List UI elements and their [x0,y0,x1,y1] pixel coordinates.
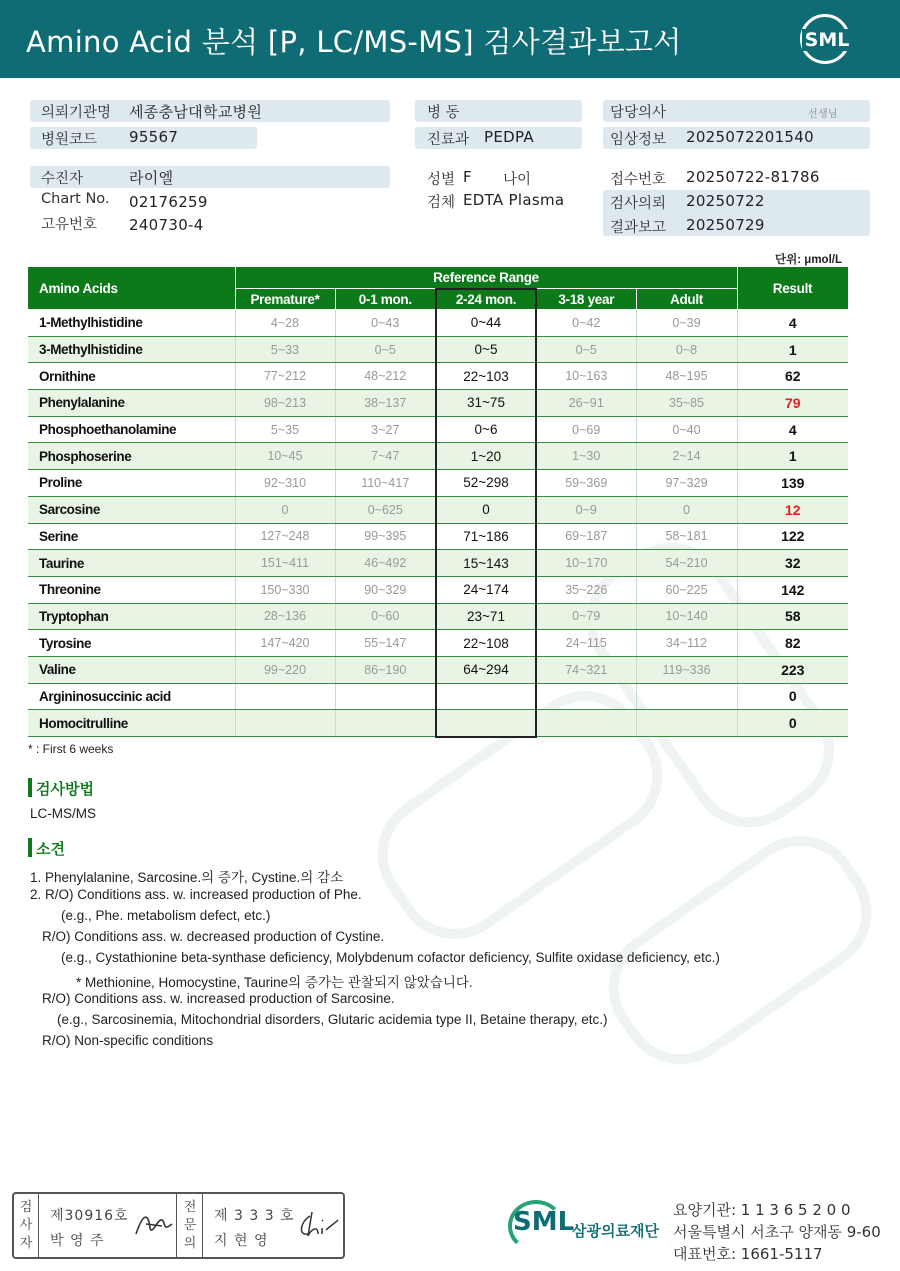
amino-acid-name: Proline [28,470,235,497]
reference-range-cell: 2~14 [636,443,737,470]
hospital-code-label: 병원코드 [41,132,98,148]
reference-range-cell [436,683,536,710]
col-header-result: Result [737,267,848,310]
specialist-label-2: 문 [183,1218,197,1233]
amino-acid-name: Argininosuccinic acid [28,683,235,710]
reference-range-cell: 35~85 [636,390,737,417]
table-row [28,310,848,337]
chart-label: Chart No. [41,191,110,207]
ward-label: 병 동 [427,105,460,121]
doctor-label: 담당의사 [610,105,667,121]
reference-range-cell: 54~210 [636,550,737,577]
table-footnote: * : First 6 weeks [28,742,114,756]
result-cell: 1 [737,336,848,363]
reference-range-cell: 22~103 [436,363,536,390]
table-row [28,603,848,630]
reference-range-cell: 0~8 [636,336,737,363]
reference-range-cell: 60~225 [636,576,737,603]
divider [176,1194,177,1257]
foundation-name: 삼광의료재단 [572,1222,659,1240]
result-cell: 122 [737,523,848,550]
col-header-ref: 3-18 year [536,289,636,310]
sex-value: F [463,168,472,186]
finding-line: R/O) Non-specific conditions [42,1033,214,1048]
reference-range-cell [235,683,335,710]
reference-range-cell: 0~79 [536,603,636,630]
reference-range-cell: 22~108 [436,630,536,657]
reference-range-cell [536,710,636,737]
reference-range-cell: 0~60 [335,603,436,630]
institution-label: 의뢰기관명 [41,105,112,121]
reference-range-cell: 28~136 [235,603,335,630]
reference-range-cell: 86~190 [335,656,436,683]
table-row [28,470,848,497]
sex-label: 성별 [427,172,456,188]
reference-range-cell [436,710,536,737]
reference-range-cell [636,710,737,737]
reference-range-cell: 7~47 [335,443,436,470]
amino-acid-table [28,266,849,738]
col-header-ref: Adult [636,289,737,310]
inspector-label-2: 사 [19,1218,33,1233]
institution-value: 세종충남대학교병원 [129,103,263,121]
unit-label: 단위: μmol/L [775,254,842,266]
reference-range-cell: 69~187 [536,523,636,550]
chart-value: 02176259 [129,193,208,211]
reference-range-cell: 24~174 [436,576,536,603]
reference-range-cell: 4~28 [235,310,335,337]
reference-range-cell: 99~395 [335,523,436,550]
specialist-label-3: 의 [183,1236,197,1251]
clinical-label: 임상정보 [610,132,667,148]
reference-range-cell: 0~44 [436,310,536,337]
reference-range-cell: 52~298 [436,470,536,497]
amino-acid-name: Taurine [28,550,235,577]
finding-line: (e.g., Sarcosinemia, Mitochondrial disorders, Glutaric acidemia type II, Betaine therapy, etc.) [57,1012,608,1027]
finding-line: (e.g., Cystathionine beta-synthase deficiency, Molybdenum cofactor deficiency, Sulfite oxidase deficiency, etc.) [61,950,720,965]
report-date-value: 20250729 [686,216,765,234]
reference-range-cell [235,710,335,737]
reference-range-cell: 46~492 [335,550,436,577]
amino-acid-name: Phosphoserine [28,443,235,470]
uid-value: 240730-4 [129,216,204,234]
inspector-label-3: 자 [19,1236,33,1251]
reference-range-cell: 64~294 [436,656,536,683]
amino-acid-name: Homocitrulline [28,710,235,737]
report-header [0,0,900,78]
amino-acid-name: Sarcosine [28,496,235,523]
reference-range-cell: 5~35 [235,416,335,443]
section-bar [28,778,32,797]
amino-acid-name: Serine [28,523,235,550]
reference-range-cell: 97~329 [636,470,737,497]
table-row [28,550,848,577]
findings-title: 소견 [36,840,65,858]
finding-line: 2. R/O) Conditions ass. w. increased production of Phe. [30,887,362,902]
reference-range-cell: 127~248 [235,523,335,550]
reference-range-cell: 0~5 [335,336,436,363]
dept-value: PEDPA [484,128,534,146]
result-cell: 79 [737,390,848,417]
reference-range-cell: 55~147 [335,630,436,657]
result-cell: 62 [737,363,848,390]
amino-acid-name: 3-Methylhistidine [28,336,235,363]
table-row [28,336,848,363]
reference-range-cell: 0~5 [536,336,636,363]
reference-range-cell: 24~115 [536,630,636,657]
sml-logo: SML [802,29,852,51]
reference-range-cell: 0~39 [636,310,737,337]
table-row [28,683,848,710]
inspector-label-1: 검 [19,1200,33,1215]
col-header-ref: 0-1 mon. [335,289,436,310]
amino-acid-name: Phosphoethanolamine [28,416,235,443]
amino-acid-name: 1-Methylhistidine [28,310,235,337]
table-row [28,710,848,737]
doctor-suffix: 선생님 [808,109,838,120]
divider [202,1194,203,1257]
reference-range-cell: 48~212 [335,363,436,390]
reference-range-cell: 10~163 [536,363,636,390]
reference-range-cell: 0 [235,496,335,523]
reference-range-cell: 71~186 [436,523,536,550]
reference-range-cell: 10~170 [536,550,636,577]
age-label: 나이 [503,172,532,188]
table-row [28,363,848,390]
finding-line: R/O) Conditions ass. w. decreased production of Cystine. [42,929,385,944]
reference-range-cell [536,683,636,710]
reference-range-cell: 23~71 [436,603,536,630]
reference-range-cell: 59~369 [536,470,636,497]
reference-range-cell: 74~321 [536,656,636,683]
clinical-value: 2025072201540 [686,128,814,146]
agency-number: 요양기관: 1 1 3 6 5 2 0 0 [673,1201,851,1219]
reference-range-cell: 10~140 [636,603,737,630]
reference-range-cell: 0 [436,496,536,523]
method-title: 검사방법 [36,780,94,798]
result-cell: 139 [737,470,848,497]
reference-range-cell: 92~310 [235,470,335,497]
table-row [28,496,848,523]
section-bar [28,838,32,857]
specimen-label: 검체 [427,195,456,211]
reference-range-cell: 0~625 [335,496,436,523]
foundation-logo: SML [513,1207,575,1237]
amino-acid-name: Tryptophan [28,603,235,630]
reference-range-cell: 77~212 [235,363,335,390]
table-row [28,523,848,550]
divider [38,1194,39,1257]
reference-range-cell: 48~195 [636,363,737,390]
result-cell: 0 [737,683,848,710]
amino-acid-name: Threonine [28,576,235,603]
finding-line: 1. Phenylalanine, Sarcosine.의 증가, Cystine.의 감소 [30,870,344,885]
reference-range-cell [335,710,436,737]
request-label: 검사의뢰 [610,196,667,212]
info-band [30,166,390,188]
amino-acid-name: Valine [28,656,235,683]
col-header-amino-acids: Amino Acids [28,267,235,310]
signature-box [12,1192,345,1259]
finding-line: (e.g., Phe. metabolism defect, etc.) [61,908,271,923]
table-row [28,576,848,603]
hospital-code-value: 95567 [129,128,179,146]
address: 서울특별시 서초구 양재동 9-60 [673,1223,881,1241]
col-header-ref: Premature* [235,289,335,310]
reference-range-cell: 0~9 [536,496,636,523]
inspector-number: 제30916호 [50,1208,129,1224]
specialist-name: 지 현 영 [214,1233,269,1249]
reference-range-cell: 151~411 [235,550,335,577]
reference-range-cell: 90~329 [335,576,436,603]
result-cell: 1 [737,443,848,470]
reference-range-cell: 35~226 [536,576,636,603]
reference-range-cell: 98~213 [235,390,335,417]
reference-range-cell: 99~220 [235,656,335,683]
result-cell: 4 [737,416,848,443]
reference-range-cell: 31~75 [436,390,536,417]
specimen-value: EDTA Plasma [463,191,565,209]
result-cell: 58 [737,603,848,630]
specialist-signature [296,1208,341,1242]
reference-range-cell: 3~27 [335,416,436,443]
table-row [28,443,848,470]
finding-line: R/O) Conditions ass. w. increased production of Sarcosine. [42,991,395,1006]
reference-range-cell: 0 [636,496,737,523]
patient-label: 수진자 [41,171,84,187]
reference-range-cell: 1~20 [436,443,536,470]
dept-label: 진료과 [427,132,470,148]
reference-range-cell: 0~40 [636,416,737,443]
reference-range-cell: 0~5 [436,336,536,363]
patient-value: 라이엘 [129,169,174,187]
table-row [28,416,848,443]
reference-range-cell: 110~417 [335,470,436,497]
report-date-label: 결과보고 [610,220,667,236]
reference-range-cell: 34~112 [636,630,737,657]
reference-range-cell: 26~91 [536,390,636,417]
reference-range-cell: 0~6 [436,416,536,443]
specialist-label-1: 전 [183,1200,197,1215]
reference-range-cell: 119~336 [636,656,737,683]
reference-range-cell: 15~143 [436,550,536,577]
reference-range-cell [636,683,737,710]
table-row [28,630,848,657]
inspector-signature [132,1206,177,1242]
receipt-label: 접수번호 [610,172,667,188]
reference-range-cell: 58~181 [636,523,737,550]
phone: 대표번호: 1661-5117 [673,1245,823,1263]
result-cell: 82 [737,630,848,657]
uid-label: 고유번호 [41,217,98,233]
col-header-ref: 2-24 mon. [436,289,536,310]
reference-range-cell: 5~33 [235,336,335,363]
result-cell: 142 [737,576,848,603]
reference-range-cell: 147~420 [235,630,335,657]
report-title: Amino Acid 분석 [P, LC/MS-MS] 검사결과보고서 [26,25,682,59]
amino-acid-name: Phenylalanine [28,390,235,417]
result-cell: 0 [737,710,848,737]
request-value: 20250722 [686,192,765,210]
reference-range-cell: 38~137 [335,390,436,417]
table-row [28,656,848,683]
reference-range-cell: 0~69 [536,416,636,443]
finding-line: * Methionine, Homocystine, Taurine의 증가는 관찰되지 않았습니다. [76,975,473,990]
reference-range-cell: 10~45 [235,443,335,470]
reference-range-cell: 150~330 [235,576,335,603]
reference-range-cell: 0~43 [335,310,436,337]
result-cell: 4 [737,310,848,337]
result-cell: 223 [737,656,848,683]
reference-range-cell: 1~30 [536,443,636,470]
amino-acid-name: Tyrosine [28,630,235,657]
result-cell: 12 [737,496,848,523]
table-row [28,390,848,417]
amino-acid-name: Ornithine [28,363,235,390]
reference-range-cell: 0~42 [536,310,636,337]
specialist-number: 제 3 3 3 호 [214,1208,295,1224]
result-cell: 32 [737,550,848,577]
reference-range-cell [335,683,436,710]
inspector-name: 박 영 주 [50,1233,105,1249]
method-text: LC-MS/MS [30,806,97,821]
receipt-value: 20250722-81786 [686,168,820,186]
col-header-reference-range: Reference Range [235,267,737,289]
